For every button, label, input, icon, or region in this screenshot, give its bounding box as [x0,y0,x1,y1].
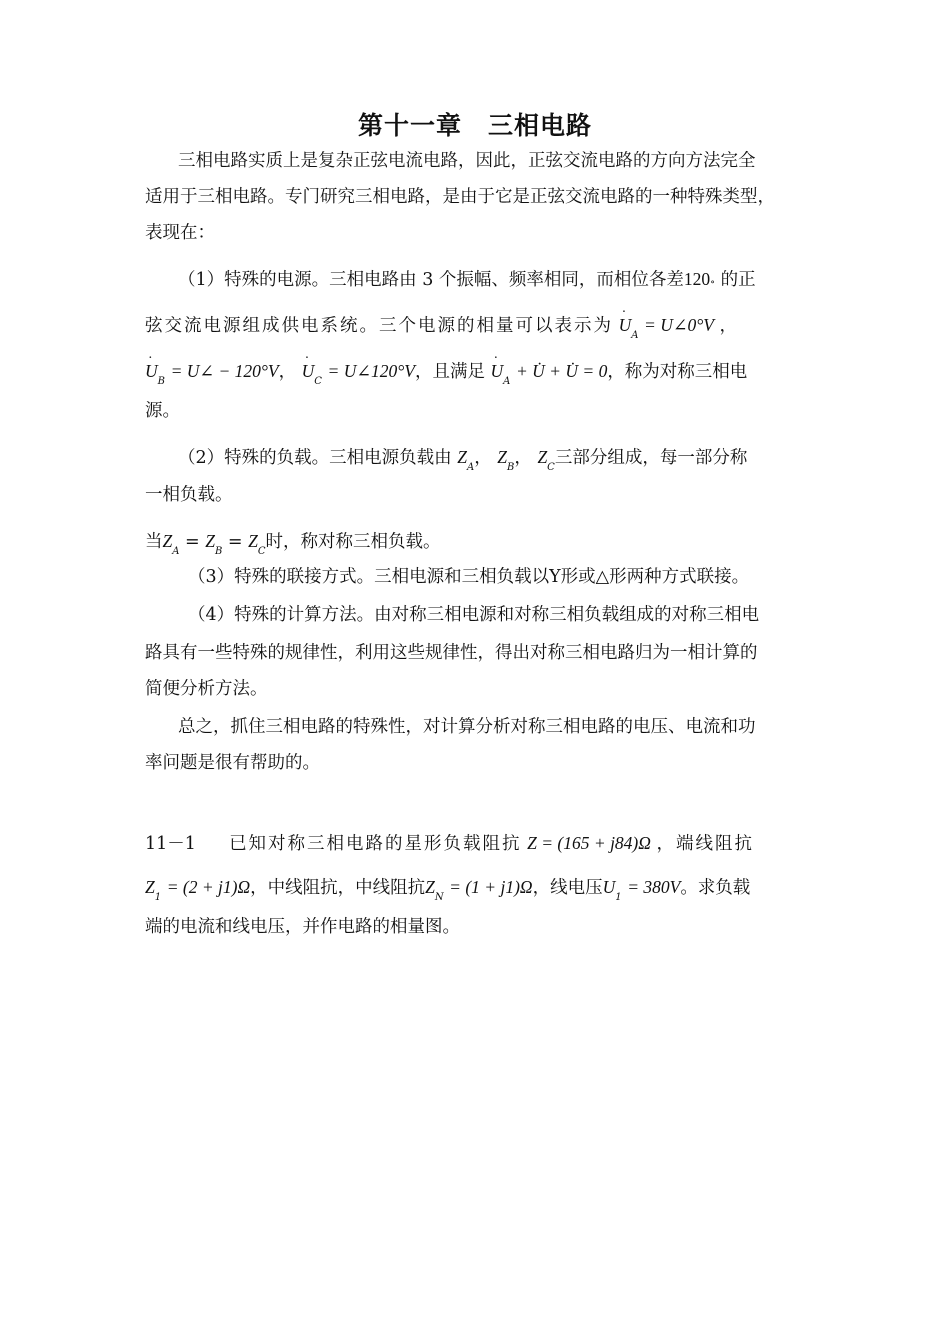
p4-line-3: 简便分析方法。 [145,679,268,699]
p4-line-2: 路具有一些特殊的规律性，利用这些规律性，得出对称三相电路归为一相计算的 [145,643,758,663]
phasor-ua-symbol: · U [619,312,632,338]
p1-text-3c: ，称为对称三相电 [607,362,748,382]
chapter-title: 第十一章 三相电路 [357,111,592,140]
phasor-uc-symbol: · U [302,358,315,384]
phasor-ub-symbol: · U [145,358,158,384]
intro-line-1: 三相电路实质上是复杂正弦电流电路，因此，正弦交流电路的方向方法完全 [178,151,756,171]
eq-sum: + U̇ + U̇ = 0 [515,361,608,381]
eq-z: Z = (165 + j84)Ω [527,833,651,853]
eq-uc: = U∠120°V [327,361,415,381]
p2-line-3: 当$Z_A = Z_B = Z_C$时，称对称三相负载。 [145,531,441,557]
summary-line-1: 总之，抓住三相电路的特殊性，对计算分析对称三相电路的电压、电流和功 [178,717,756,737]
p2-line-2: 一相负载。 [145,485,233,505]
problem-number: 11－1 [145,834,196,854]
problem-line-1: 11－1 已知对称三相电路的星形负载阻抗 Z = (165 + j84)Ω ，端线阻抗 [145,833,754,854]
problem-line-2: $Z_1 = (2 + j1)\Omega$，中线阻抗，中线阻抗$Z_N = (1 + j1)\Omega$，线电压$U_1 = 380V$。求负载 [145,877,751,903]
p2-line-1: （2）特殊的负载。三相电源负载由 $Z_A$， $Z_B$， $Z_C$三部分组成，每一部分称 [178,447,748,473]
intro-line-2: 适用于三相电路。专门研究三相电路，是由于它是正弦交流电路的一种特殊类型， [145,187,775,207]
p1-line-1: （1）特殊的电源。三相电路由 3 个振幅、频率相同，而相位各差120∘ 的正 [178,269,756,290]
p1-angle: 120 [683,269,711,289]
p1-text-a: （1）特殊的电源。三相电路由 3 个振幅、频率相同，而相位各差 [178,270,684,290]
eq-zn: = (1 + j1)Ω [449,877,533,897]
p4-line-1: （4）特殊的计算方法。由对称三相电源和对称三相负载组成的对称三相电 [188,605,760,625]
p1-line-2: 弦交流电源组成供电系统。三个电源的相量可以表示为 · $U_A$ = U∠0°V ， [145,312,737,349]
p1-text-3b: ，且满足 [414,362,485,382]
eq-ub: = U∠ − 120°V [170,361,279,381]
eq-u1: = 380V [627,877,681,897]
p1-text-c: 的正 [720,270,756,290]
p1-line-4: 源。 [145,401,180,421]
intro-line-3: 表现在： [145,223,215,243]
eq-ua: = U∠0°V [644,315,714,335]
problem-line-3: 端的电流和线电压，并作电路的相量图。 [145,917,460,937]
p1-text-2a: 弦交流电源组成供电系统。三个电源的相量可以表示为 [145,316,613,336]
summary-line-2: 率问题是很有帮助的。 [145,753,320,773]
p1-comma: ， [719,316,738,336]
p1-line-3: · $U_B$ = U∠ − 120°V， · $U_C$ = U∠120°V，且满足 · $U_A$ + U̇ + U̇ = 0，称为对称三相电 [145,358,747,395]
p3-line-1: （3）特殊的联接方式。三相电源和三相负载以Y形或△形两种方式联接。 [188,567,750,587]
eq-z1: = (2 + j1)Ω [166,877,251,897]
